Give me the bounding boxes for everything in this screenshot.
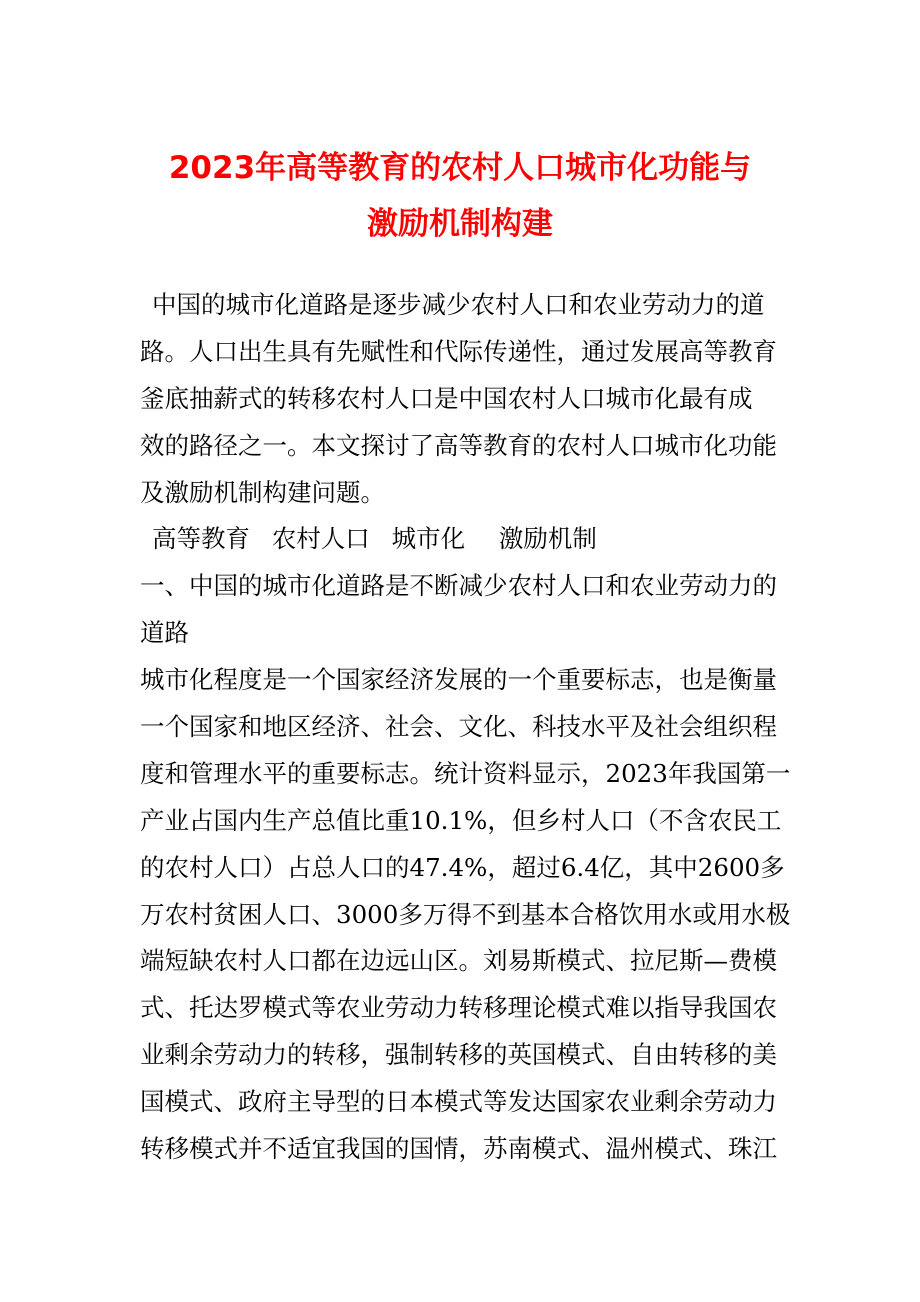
section-heading-line: 一、中国的城市化道路是不断减少农村人口和农业劳动力的 [140,571,777,601]
paragraph-line: 一个国家和地区经济、社会、文化、科技水平及社会组织程 [140,712,777,742]
title-line-2: 激励机制构建 [367,206,553,242]
section-1-heading [140,563,790,657]
paragraph-line: 城市化程度是一个国家经济发展的一个重要标志，也是衡量 [140,665,777,695]
keyword: 激励机制 [498,524,597,554]
paragraph-line: 式、托达罗模式等农业劳动力转移理论模式难以指导我国农 [140,993,777,1023]
keywords-line [140,516,790,563]
paragraph-line: 的农村人口）占总人口的47.4%，超过6.4亿，其中2600多 [140,852,785,882]
paragraph-line: 国模式、政府主导型的日本模式等发达国家农业剩余劳动力 [140,1087,777,1117]
abstract-line: 中国的城市化道路是逐步减少农村人口和农业劳动力的道 [152,290,765,319]
abstract-line: 效的路径之一。本文探讨了高等教育的农村人口城市化功能 [140,430,777,460]
document-title [120,140,800,252]
section-heading-line: 道路 [140,618,189,648]
paragraph-line: 度和管理水平的重要标志。统计资料显示，2023年我国第一 [140,758,791,788]
abstract-line: 路。人口出生具有先赋性和代际传递性，通过发展高等教育 [140,336,777,366]
section-1-paragraph [140,657,790,1173]
paragraph-line: 产业占国内生产总值比重10.1%，但乡村人口（不含农民工 [140,805,782,835]
abstract-line: 及激励机制构建问题。 [140,477,385,507]
title-line-1: 2023年高等教育的农村人口城市化功能与 [168,150,752,186]
keyword: 高等教育 [152,524,250,554]
document-body [140,282,790,1173]
keyword: 农村人口 [271,524,370,554]
paragraph-line: 业剩余劳动力的转移，强制转移的英国模式、自由转移的美 [140,1040,777,1070]
abstract-line: 釜底抽薪式的转移农村人口是中国农村人口城市化最有成 [140,383,753,413]
keyword: 城市化 [391,524,466,554]
paragraph-line: 转移模式并不适宜我国的国情，苏南模式、温州模式、珠江 [140,1134,777,1164]
paragraph-line: 端短缺农村人口都在边远山区。刘易斯模式、拉尼斯—费模 [140,946,777,976]
paragraph-line: 万农村贫困人口、3000多万得不到基本合格饮用水或用水极 [140,899,791,929]
abstract-paragraph [140,282,790,516]
